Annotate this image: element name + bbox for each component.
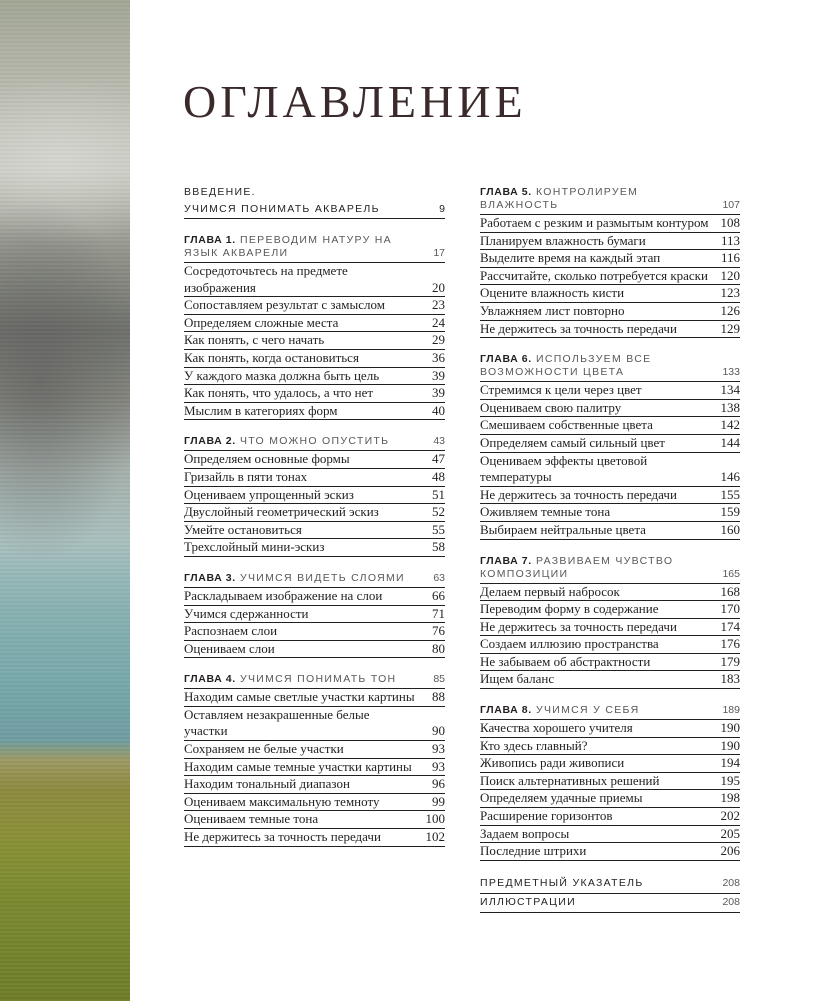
toc-entry-page-number: 80 [432,640,445,656]
toc-left-column [184,184,445,860]
chapter-title: УЧИМСЯ ПОНИМАТЬ ТОН [239,673,397,686]
toc-entry-page-number: 146 [720,469,740,485]
toc-entry-title: Не держитесь за точность передачи [480,486,677,502]
toc-entry-page-number: 20 [432,279,445,295]
toc-entry[interactable] [480,773,740,791]
toc-entry-title: Оцениваем свою палитру [480,399,622,415]
chapter-label: ГЛАВА 5. [480,186,532,198]
toc-entry-page-number: 202 [720,808,740,824]
toc-entry[interactable] [480,619,740,637]
toc-entry[interactable] [184,469,445,487]
chapter-label: ГЛАВА 8. [480,704,532,717]
chapter-page-number: 165 [722,567,740,580]
toc-entry-title: Рассчитайте, сколько потребуется краски [480,267,708,283]
toc-entry[interactable] [184,403,445,421]
toc-entry[interactable] [480,584,740,602]
index-entry[interactable] [480,875,740,894]
toc-entry-title: Создаем иллюзию пространства [480,636,659,652]
toc-entry[interactable] [184,487,445,505]
toc-entry-title: Как понять, что удалось, а что нет [184,385,374,401]
toc-entry-page-number: 29 [432,332,445,348]
chapter-label: ГЛАВА 2. [184,435,236,448]
toc-entry-title: Не держитесь за точность передачи [480,320,677,336]
toc-entry[interactable] [184,297,445,315]
toc-entry[interactable] [480,303,740,321]
toc-entry-title: Мыслим в категориях форм [184,402,338,418]
toc-entry-page-number: 205 [720,825,740,841]
right-chapter-list [480,184,740,861]
toc-entry-title: У каждого мазка должна быть цель [184,367,380,383]
toc-entry-page-number: 47 [432,451,445,467]
toc-entry-page-number: 116 [720,250,740,266]
toc-entry-page-number: 55 [432,521,445,537]
chapter-heading[interactable] [480,351,740,382]
toc-entry-page-number: 183 [720,671,740,687]
toc-entry-page-number: 100 [425,811,445,827]
toc-entry[interactable] [480,601,740,619]
toc-entry-title: Оцениваем упрощенный эскиз [184,486,354,502]
toc-entry[interactable] [184,606,445,624]
toc-entry-page-number: 93 [432,758,445,774]
toc-entry-page-number: 168 [720,583,740,599]
toc-entry-title: Качества хорошего учителя [480,720,633,736]
toc-entry[interactable] [184,741,445,759]
toc-entry-page-number: 144 [720,434,740,450]
toc-entry-title: Выделите время на каждый этап [480,250,661,266]
toc-entry-title: Определяем основные формы [184,451,350,467]
toc-entry-page-number: 51 [432,486,445,502]
toc-entry[interactable] [184,522,445,540]
toc-entry-title: Как понять, с чего начать [184,332,325,348]
toc-index-section [480,875,740,913]
intro-line-2 [184,201,445,219]
toc-entry-title: Трехслойный мини-эскиз [184,539,325,555]
chapter-section [184,232,445,420]
toc-entry[interactable] [480,636,740,654]
chapter-page-number: 107 [722,199,740,211]
page-title: ОГЛАВЛЕНИЕ [183,76,527,127]
chapter-label: ГЛАВА 6. [480,353,532,366]
toc-entry-title: Определяем сложные места [184,314,339,330]
toc-entry-page-number: 176 [720,636,740,652]
toc-entry-title: Оцениваем слои [184,640,275,656]
toc-entry[interactable] [480,453,740,487]
toc-entry-page-number: 58 [432,539,445,555]
toc-entry-page-number: 36 [432,349,445,365]
toc-entry-title: Кто здесь главный? [480,737,588,753]
index-entry-page-number: 208 [722,895,740,908]
toc-entry-page-number: 170 [720,601,740,617]
toc-entry-page-number: 96 [432,776,445,792]
toc-entry[interactable] [480,522,740,540]
chapter-page-number: 63 [433,571,445,584]
toc-entry[interactable] [184,759,445,777]
chapter-title: КОНТРОЛИРУЕМ ВЛАЖНОСТЬ [480,186,639,211]
toc-entry-title: Распознаем слои [184,623,278,639]
toc-entry[interactable] [184,776,445,794]
toc-entry-page-number: 190 [720,737,740,753]
index-entry-page-number: 208 [722,876,740,889]
toc-entry-page-number: 198 [720,790,740,806]
chapter-section [480,351,740,539]
chapter-section [184,671,445,846]
toc-entry-page-number: 102 [425,829,445,845]
toc-entry-page-number: 174 [720,618,740,634]
toc-entry-title: Умейте остановиться [184,521,302,537]
toc-entry-page-number: 40 [432,402,445,418]
toc-entry-page-number: 99 [432,793,445,809]
chapter-heading[interactable] [184,232,445,263]
toc-entry-title: Определяем самый сильный цвет [480,434,665,450]
toc-entry-title: Последние штрихи [480,843,587,859]
toc-entry[interactable] [184,641,445,659]
toc-entry-title: Ищем баланс [480,671,555,687]
chapter-heading[interactable] [480,702,740,720]
toc-entry[interactable] [184,707,445,741]
toc-entry-page-number: 48 [432,468,445,484]
chapter-heading[interactable] [480,553,740,584]
toc-entry[interactable] [480,285,740,303]
left-chapter-list [184,232,445,847]
toc-intro[interactable] [184,184,445,219]
toc-entry-title: Задаем вопросы [480,825,570,841]
toc-entry-page-number: 39 [432,385,445,401]
toc-entry-title: Планируем влажность бумаги [480,232,646,248]
toc-entry-title: Находим самые темные участки картины [184,758,412,774]
toc-entry-page-number: 179 [720,653,740,669]
chapter-heading[interactable] [480,184,740,215]
toc-entry[interactable] [184,811,445,829]
chapter-label: ГЛАВА 3. [184,571,236,584]
intro-line-1: ВВЕДЕНИЕ. [184,186,256,198]
toc-entry-title: Учимся сдержанности [184,605,309,621]
toc-entry-page-number: 155 [720,486,740,502]
toc-entry-title: Сохраняем не белые участки [184,741,344,757]
cover-painting-strip [0,0,130,1001]
toc-entry[interactable] [184,829,445,847]
toc-entry[interactable] [184,350,445,368]
toc-entry[interactable] [184,623,445,641]
index-entry-title: ПРЕДМЕТНЫЙ УКАЗАТЕЛЬ [480,876,644,889]
toc-entry-title: Находим тональный диапазон [184,776,350,792]
chapter-label: ГЛАВА 1. [184,234,236,246]
toc-entry-title: Гризайль в пяти тонах [184,468,308,484]
chapter-page-number: 43 [433,435,445,448]
toc-entry-title: Оцените влажность кисти [480,285,625,301]
toc-entry-page-number: 66 [432,587,445,603]
toc-entry[interactable] [480,790,740,808]
toc-entry-title: Как понять, когда остановиться [184,349,359,365]
toc-entry-page-number: 71 [432,605,445,621]
toc-entry-page-number: 138 [720,399,740,415]
chapter-title: ПЕРЕВОДИМ НАТУРУ НА ЯЗЫК АКВАРЕЛИ [184,234,392,259]
index-list [480,875,740,913]
toc-entry[interactable] [480,233,740,251]
toc-entry-page-number: 120 [720,267,740,283]
toc-entry[interactable] [184,794,445,812]
toc-entry[interactable] [480,826,740,844]
chapter-title: УЧИМСЯ У СЕБЯ [535,704,640,717]
toc-entry[interactable] [184,368,445,386]
toc-entry-page-number: 194 [720,755,740,771]
toc-entry-title: Переводим форму в содержание [480,601,659,617]
toc-entry-title: Оцениваем эффекты цветовой температуры [480,452,648,485]
toc-entry-page-number: 129 [720,320,740,336]
toc-entry[interactable] [480,400,740,418]
chapter-section [184,570,445,658]
toc-entry-page-number: 142 [720,417,740,433]
toc-entry-title: Расширение горизонтов [480,808,613,824]
toc-entry-page-number: 159 [720,504,740,520]
toc-entry-page-number: 93 [432,741,445,757]
toc-entry[interactable] [480,654,740,672]
toc-entry-page-number: 24 [432,314,445,330]
toc-entry[interactable] [480,250,740,268]
chapter-title: ЧТО МОЖНО ОПУСТИТЬ [239,435,390,448]
toc-entry[interactable] [480,738,740,756]
toc-entry[interactable] [480,671,740,689]
chapter-title: РАЗВИВАЕМ ЧУВСТВО КОМПОЗИЦИИ [480,554,674,580]
toc-entry-title: Определяем удачные приемы [480,790,643,806]
chapter-page-number: 17 [433,247,445,259]
toc-entry-page-number: 126 [720,302,740,318]
toc-entry-page-number: 113 [720,232,740,248]
toc-entry-title: Оцениваем максимальную темноту [184,793,380,809]
toc-entry[interactable] [480,755,740,773]
chapter-heading[interactable] [184,433,445,451]
toc-entry[interactable] [184,263,445,297]
index-entry-title: ИЛЛЮСТРАЦИИ [480,895,576,908]
toc-entry-page-number: 23 [432,297,445,313]
toc-entry[interactable] [480,382,740,400]
toc-entry[interactable] [480,504,740,522]
toc-entry[interactable] [184,539,445,557]
toc-entry-title: Увлажняем лист повторно [480,302,625,318]
toc-entry[interactable] [184,689,445,707]
toc-entry-title: Не держитесь за точность передачи [184,829,381,845]
toc-entry[interactable] [184,332,445,350]
intro-page-number: 9 [439,203,445,215]
toc-entry-title: Выбираем нейтральные цвета [480,521,646,537]
toc-entry-page-number: 76 [432,623,445,639]
toc-entry[interactable] [480,417,740,435]
chapter-section [480,702,740,861]
toc-entry[interactable] [184,451,445,469]
toc-entry[interactable] [184,385,445,403]
chapter-label: ГЛАВА 7. [480,554,532,567]
chapter-section [480,184,740,338]
toc-entry-title: Сосредоточьтесь на предмете изображения [184,263,348,295]
toc-entry-title: Оцениваем темные тона [184,811,319,827]
toc-entry-page-number: 206 [720,843,740,859]
toc-entry[interactable] [480,435,740,453]
toc-entry-title: Сопоставляем результат с замыслом [184,297,385,313]
toc-entry-title: Раскладываем изображение на слои [184,587,383,603]
chapter-label: ГЛАВА 4. [184,673,236,686]
toc-entry[interactable] [184,504,445,522]
toc-entry[interactable] [184,588,445,606]
intro-title: УЧИМСЯ ПОНИМАТЬ АКВАРЕЛЬ [184,203,380,215]
toc-entry-title: Работаем с резким и размытым контуром [480,215,709,230]
chapter-title: ИСПОЛЬЗУЕМ ВСЕ ВОЗМОЖНОСТИ ЦВЕТА [480,353,652,379]
toc-entry-page-number: 39 [432,367,445,383]
toc-entry-page-number: 123 [720,285,740,301]
toc-entry[interactable] [480,487,740,505]
toc-entry-title: Двуслойный геометрический эскиз [184,504,379,520]
chapter-page-number: 189 [722,704,740,717]
toc-entry-page-number: 88 [432,689,445,705]
index-entry[interactable] [480,894,740,913]
toc-entry[interactable] [480,808,740,826]
toc-entry[interactable] [480,268,740,286]
toc-right-column [480,184,740,926]
chapter-page-number: 133 [722,366,740,379]
toc-entry[interactable] [480,215,740,233]
toc-entry-title: Смешиваем собственные цвета [480,417,653,433]
toc-entry[interactable] [480,720,740,738]
chapter-heading[interactable] [184,671,445,689]
toc-entry[interactable] [480,843,740,861]
toc-entry[interactable] [480,321,740,339]
toc-entry-page-number: 195 [720,772,740,788]
chapter-section [184,433,445,557]
toc-entry-page-number: 52 [432,504,445,520]
toc-entry-title: Живопись ради живописи [480,755,625,771]
toc-entry-page-number: 90 [432,723,445,739]
toc-entry-title: Не держитесь за точность передачи [480,618,677,634]
chapter-page-number: 85 [433,673,445,686]
toc-entry-title: Оставляем незакрашенные белые участки [184,706,370,739]
toc-entry-page-number: 190 [720,720,740,736]
toc-entry-page-number: 160 [720,521,740,537]
toc-entry[interactable] [184,315,445,333]
chapter-title: УЧИМСЯ ВИДЕТЬ СЛОЯМИ [239,571,405,584]
toc-entry-title: Делаем первый набросок [480,583,620,599]
toc-entry-title: Не забываем об абстрактности [480,653,651,669]
chapter-section [480,553,740,690]
chapter-heading[interactable] [184,570,445,588]
toc-entry-title: Поиск альтернативных решений [480,772,660,788]
toc-entry-title: Оживляем темные тона [480,504,611,520]
toc-entry-title: Стремимся к цели через цвет [480,382,642,398]
toc-entry-title: Находим самые светлые участки картины [184,689,415,705]
toc-entry-page-number: 134 [720,382,740,398]
toc-entry-page-number: 108 [720,215,740,230]
